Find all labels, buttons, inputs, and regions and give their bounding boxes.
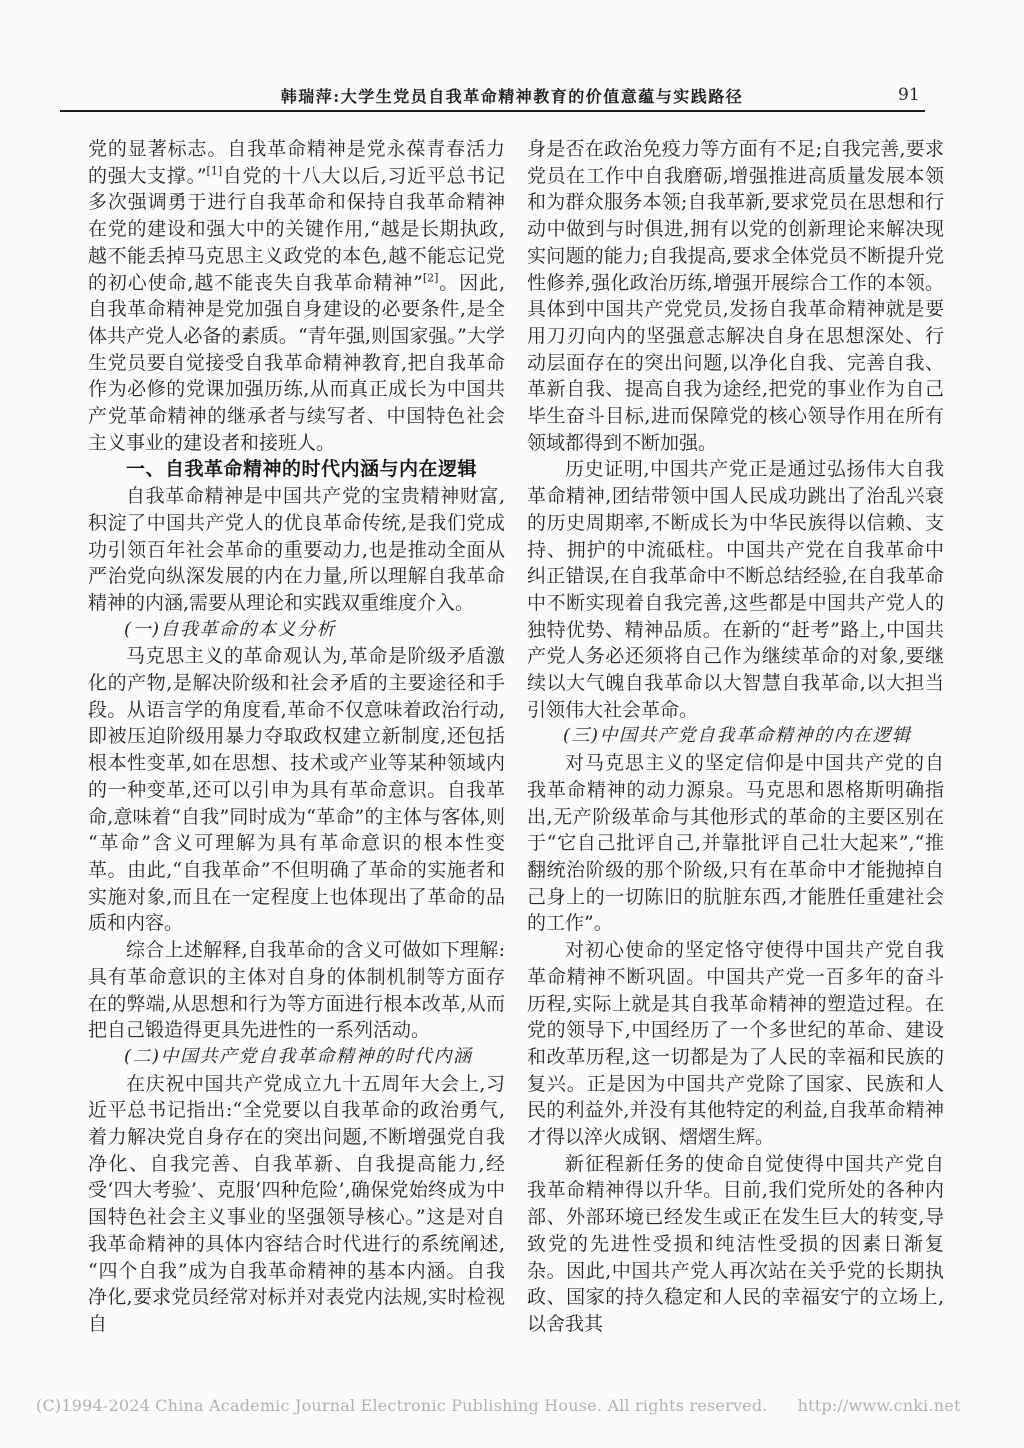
subsection-heading-1-3: (三)中国共产党自我革命精神的内在逻辑	[563, 725, 912, 747]
paragraph: 对马克思主义的坚定信仰是中国共产党的自我革命精神的动力源泉。马克思和恩格斯明确指出,无产阶级革命与其他形式的革命的主要区别在于“它自己批评自己,并靠批评自己壮大起来”,“推翻统治阶级的那个阶级,只有在革命中才能抛掉自己身上的一切陈旧的肮脏东西,才能胜任重建社会的工作”。	[527, 752, 944, 935]
paragraph: 综合上述解释,自我革命的含义可做如下理解:具有革命意识的主体对自身的体制机制等方面存在的弊端,从思想和行为等方面进行根本改革,从而把自己锻造得更具先进性的一系列活动。	[88, 939, 505, 1042]
page-footer	[36, 1396, 961, 1415]
paragraph-continuation: 身是否在政治免疫力等方面有不足;自我完善,要求党员在工作中自我磨砺,增强推进高质量发展本领和为群众服务本领;自我革新,要求党员在思想和行动中做到与时俱进,拥有以党的创新理论来解决现实问题的能力;自我提高,要求全体党员不断提升党性修养,强化政治历练,增强开展综合工作的本领。具体到中国共产党党员,发扬自我革命精神就是要用刀刃向内的坚强意志解决自身在思想深处、行动层面存在的突出问题,以净化自我、完善自我、革新自我、提高自我为途经,把党的事业作为自己毕生奋斗目标,进而保障党的核心领导作用在所有领域都得到不断加强。	[527, 138, 944, 454]
paragraph-intro-continuation	[88, 136, 505, 456]
footnote-ref-2: [2]	[422, 271, 439, 285]
running-title: 韩瑞萍:大学生党员自我革命精神教育的价值意蕴与实践路径	[280, 87, 744, 106]
footer-url: http://www.cnki.net	[797, 1396, 961, 1415]
footnote-ref-1: [1]	[206, 164, 223, 178]
section-heading-1: 一、自我革命精神的时代内涵与内在逻辑	[126, 458, 478, 481]
paragraph: 在庆祝中国共产党成立九十五周年大会上,习近平总书记指出:“全党要以自我革命的政治勇气,着力解决党自身存在的突出问题,不断增强党自我净化、自我完善、自我革新、自我提高能力,经受‘四大考验’、克服‘四种危险’,确保党始终成为中国特色社会主义事业的坚强领导核心。”这是对自我革命精神的具体内容结合时代进行的系统阐述,“四个自我”成为自我革命精神的基本内涵。自我净化,要求党员经常对标并对表党内法规,实时检视自	[88, 1072, 505, 1335]
paragraph-text: 。因此,自我革命精神是党加强自身建设的必要条件,是全体共产党人必备的素质。“青年强,则国家强。”大学生党员要自觉接受自我革命精神教育,把自我革命作为必修的党课加强历练,从而真正成长为中国共产党革命精神的继承者与续写者、中国特色社会主义事业的建设者和接班人。	[88, 271, 505, 454]
header-rule	[60, 110, 925, 112]
right-column	[527, 136, 944, 1338]
copyright-text: (C)1994-2024 China Academic Journal Electronic Publishing House. All rights reserved.	[36, 1396, 768, 1415]
paragraph-text: 自党的十八大以后,习近平总书记多次强调勇于进行自我革命和保持自我革命精神在党的建设和强大中的关键作用,“越是长期执政,越不能丢掉马克思主义政党的本色,越不能忘记党的初心使命,越不能丧失自我革命精神”	[88, 164, 505, 294]
subsection-heading-1-2: (二)中国共产党自我革命精神的时代内涵	[124, 1045, 473, 1067]
paragraph: 自我革命精神是中国共产党的宝贵精神财富,积淀了中国共产党人的优良革命传统,是我们党成功引领百年社会革命的重要动力,也是推动全面从严治党向纵深发展的内在力量,所以理解自我革命精神的内涵,需要从理论和实践双重维度介入。	[88, 485, 505, 614]
paragraph-text: 党的显著标志。自我革命精神是党永葆青春活力的强大支撑。”	[88, 138, 505, 187]
left-column	[88, 136, 505, 1338]
article-body	[88, 136, 944, 1338]
paragraph: 历史证明,中国共产党正是通过弘扬伟大自我革命精神,团结带领中国人民成功跳出了治乱兴衰的历史周期率,不断成长为中华民族得以信赖、支持、拥护的中流砥柱。中国共产党在自我革命中纠正错误,在自我革命中不断总结经验,在自我革命中不断实现着自我完善,这些都是中国共产党人的独特优势、精神品质。在新的“赶考”路上,中国共产党人务必还须将自己作为继续革命的对象,要继续以大气魄自我革命以大智慧自我革命,以大担当引领伟大社会革命。	[527, 458, 944, 721]
subsection-heading-1-1: (一)自我革命的本义分析	[124, 618, 337, 640]
page-number: 91	[898, 85, 920, 105]
paragraph: 新征程新任务的使命自觉使得中国共产党自我革命精神得以升华。目前,我们党所处的各种内部、外部环境已经发生或正在发生巨大的转变,导致党的先进性受损和纯洁性受损的因素日渐复杂。因此,中国共产党人再次站在关乎党的长期执政、国家的持久稳定和人民的幸福安宁的立场上,以舍我其	[527, 1152, 944, 1335]
paragraph: 马克思主义的革命观认为,革命是阶级矛盾激化的产物,是解决阶级和社会矛盾的主要途径和手段。从语言学的角度看,革命不仅意味着政治行动,即被压迫阶级用暴力夺取政权建立新制度,还包括根本性变革,如在思想、技术或产业等某种领域内的一种变革,还可以引申为具有革命意识。自我革命,意味着“自我”同时成为“革命”的主体与客体,则“革命”含义可理解为具有革命意识的根本性变革。由此,“自我革命”不但明确了革命的实施者和实施对象,而且在一定程度上也体现出了革命的品质和内容。	[88, 645, 505, 935]
paragraph: 对初心使命的坚定恪守使得中国共产党自我革命精神不断巩固。中国共产党一百多年的奋斗历程,实际上就是其自我革命精神的塑造过程。在党的领导下,中国经历了一个多世纪的革命、建设和改革历程,这一切都是为了人民的幸福和民族的复兴。正是因为中国共产党除了国家、民族和人民的利益外,并没有其他特定的利益,自我革命精神才得以淬火成钢、熠熠生辉。	[527, 939, 944, 1149]
